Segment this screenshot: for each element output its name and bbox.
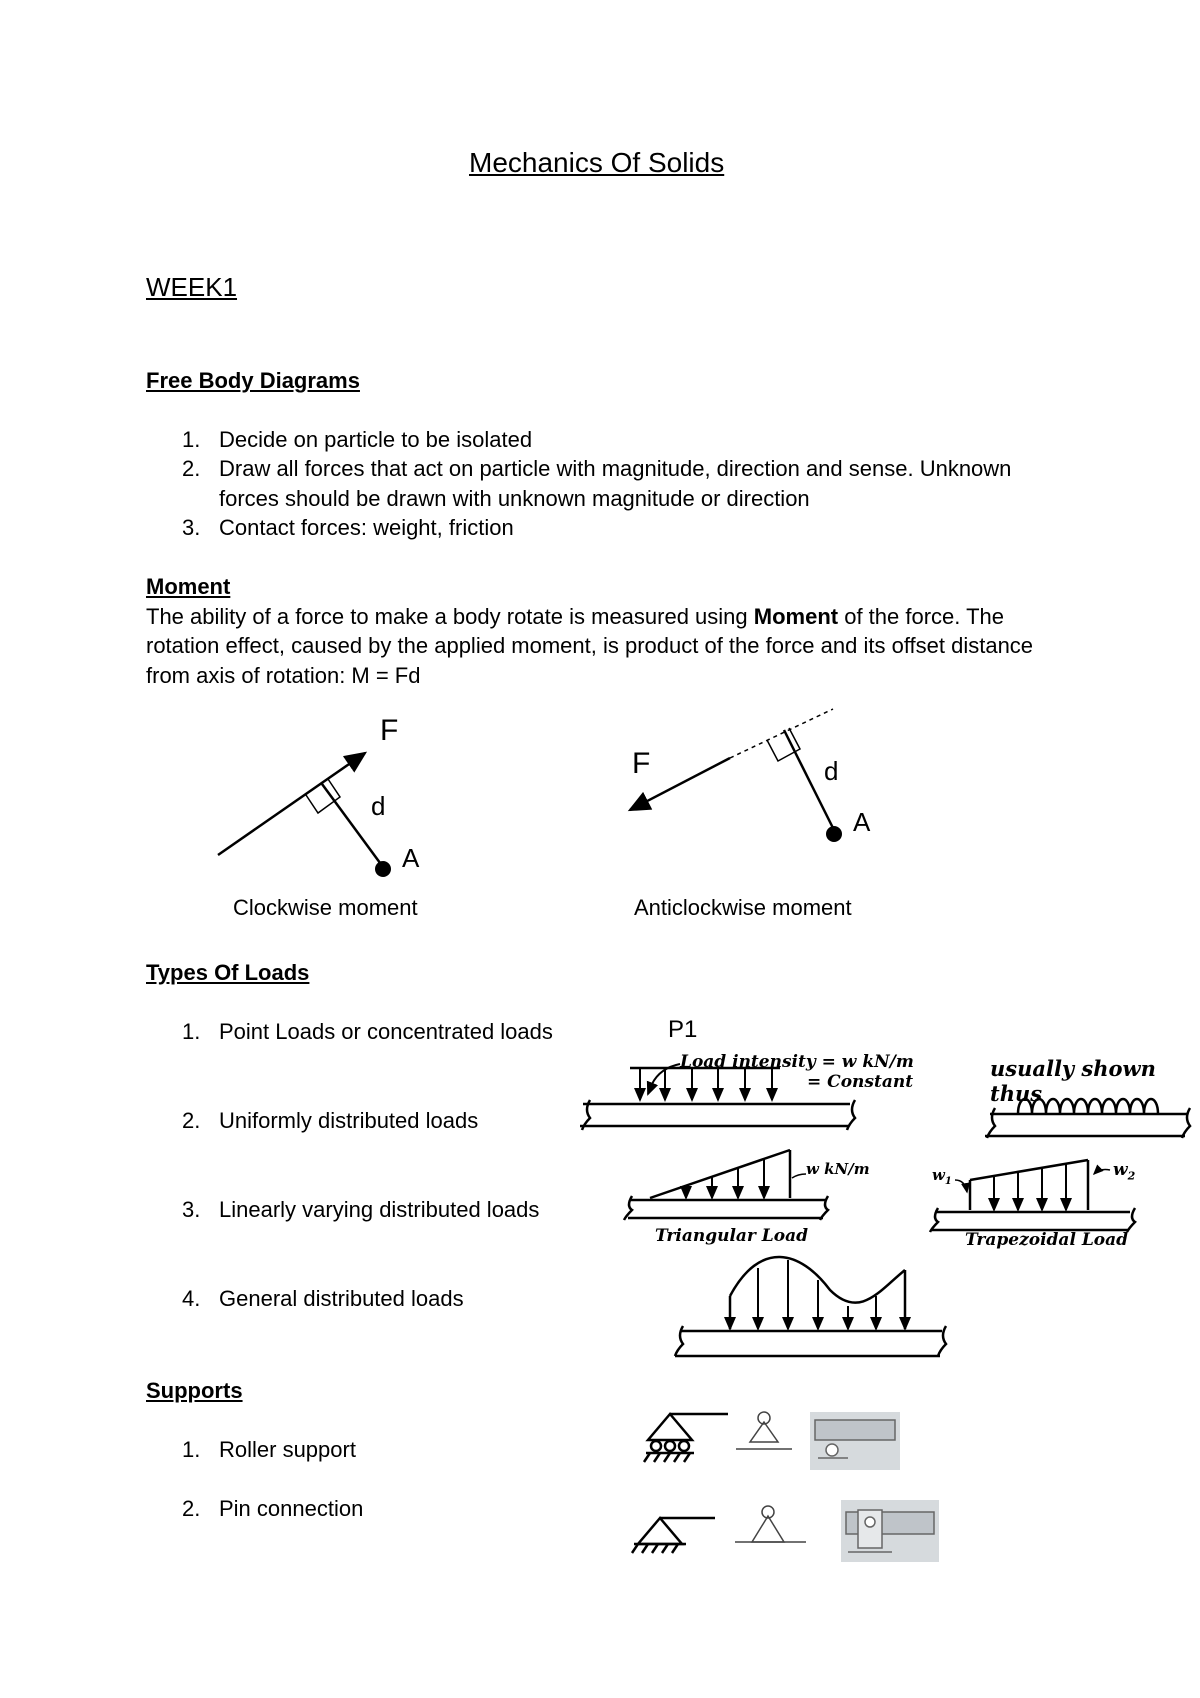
- udl-intensity-label: Load intensity = w kN/m: [680, 1052, 914, 1072]
- distance-label: d: [824, 756, 839, 786]
- udl-constant-label: = Constant: [807, 1072, 914, 1092]
- force-label: F: [632, 747, 651, 780]
- load-item-number: 3.: [182, 1197, 201, 1222]
- roller-support-symbol: [644, 1414, 728, 1462]
- pin-support-symbol: [632, 1518, 715, 1553]
- load-item-number: 1.: [182, 1019, 201, 1044]
- pin-support-outline: [735, 1506, 806, 1542]
- pin-connection-photo-drawing: [846, 1510, 934, 1552]
- supports-heading: Supports: [146, 1378, 243, 1403]
- moment-heading: Moment: [146, 574, 231, 599]
- fbd-item: Contact forces: weight, friction: [219, 515, 514, 540]
- w1-subscript: 1: [944, 1176, 952, 1187]
- figure-caption: Anticlockwise moment: [634, 895, 852, 920]
- loads-heading: Types Of Loads: [146, 960, 310, 985]
- triangular-intensity-label: w kN/m: [806, 1160, 870, 1178]
- w2-letter: w: [1113, 1160, 1128, 1180]
- roller-support-outline: [736, 1412, 792, 1449]
- w2-subscript: 2: [1127, 1169, 1136, 1183]
- moment-text: The ability of a force to make a body rotate is measured using: [146, 604, 754, 629]
- triangular-load-caption: Triangular Load: [655, 1226, 808, 1246]
- moment-paragraph-line: rotation effect, caused by the applied moment, is product of the force and its offset distance: [146, 633, 1034, 658]
- distance-label: d: [371, 791, 386, 821]
- load-item: Uniformly distributed loads: [219, 1108, 479, 1133]
- load-item: Linearly varying distributed loads: [219, 1197, 540, 1222]
- force-label: F: [380, 714, 399, 747]
- point-label: A: [853, 807, 871, 837]
- moment-bold-term: Moment: [753, 604, 839, 629]
- w1-letter: w: [932, 1166, 945, 1184]
- moment-paragraph-line: from axis of rotation: M = Fd: [146, 663, 421, 688]
- fbd-item-number: 2.: [182, 456, 201, 481]
- load-item: General distributed loads: [219, 1286, 464, 1311]
- support-item: Pin connection: [219, 1496, 364, 1521]
- fbd-heading: Free Body Diagrams: [146, 368, 360, 393]
- page-title: Mechanics Of Solids: [469, 147, 725, 178]
- support-item-number: 2.: [182, 1496, 201, 1521]
- trapezoidal-load-caption: Trapezoidal Load: [965, 1230, 1129, 1250]
- point-label: A: [402, 843, 420, 873]
- roller-support-photo-drawing: [815, 1420, 895, 1458]
- moment-text: of the force. The: [838, 604, 1005, 629]
- fbd-item: Decide on particle to be isolated: [219, 427, 533, 452]
- fbd-item-number: 3.: [182, 515, 201, 540]
- figure-caption: Clockwise moment: [233, 895, 418, 920]
- support-item-number: 1.: [182, 1437, 201, 1462]
- load-item-number: 4.: [182, 1286, 201, 1311]
- support-item: Roller support: [219, 1437, 356, 1462]
- fbd-item-continuation: forces should be drawn with unknown magnitude or direction: [219, 486, 810, 511]
- load-item-number: 2.: [182, 1108, 201, 1133]
- fbd-item-number: 1.: [182, 427, 201, 452]
- fbd-item: Draw all forces that act on particle with magnitude, direction and sense. Unknown: [219, 456, 1012, 481]
- point-load-label: P1: [668, 1016, 698, 1043]
- udl-symbol-caption: usually shown thus: [990, 1056, 1156, 1106]
- week-heading: WEEK1: [146, 272, 238, 302]
- load-item: Point Loads or concentrated loads: [219, 1019, 553, 1044]
